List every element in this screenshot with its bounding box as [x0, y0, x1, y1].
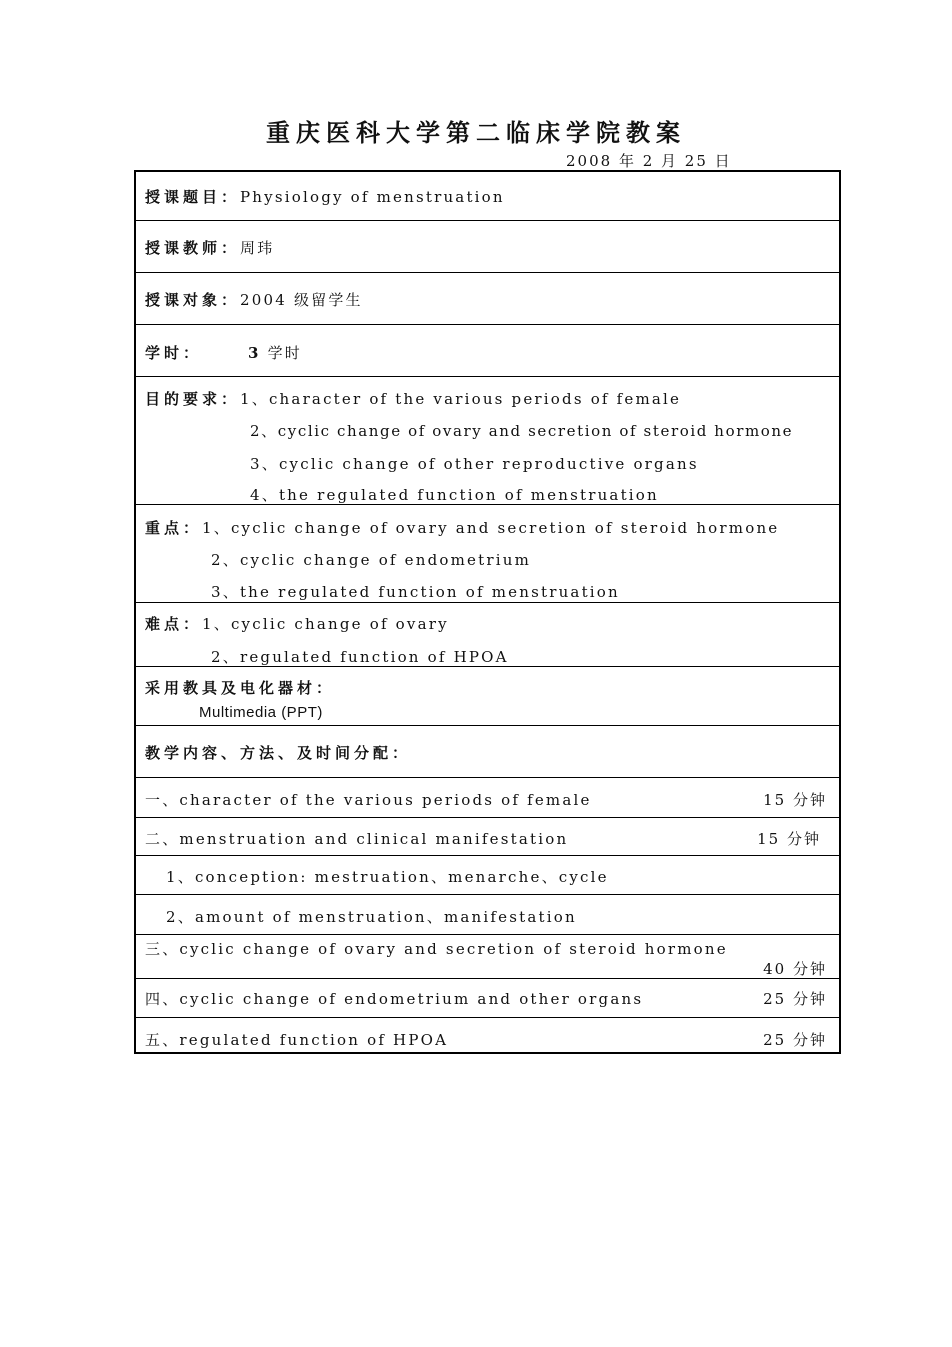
schedule-minutes: 15 分钟 [763, 791, 827, 809]
schedule-row [136, 777, 839, 817]
document-title: 重庆医科大学第二临床学院教案 [266, 118, 686, 147]
schedule-header-row [136, 725, 839, 777]
difficulty-item: 2、regulated function of HPOA [211, 648, 509, 666]
teacher-label: 授课教师： [145, 239, 241, 257]
objective-item: 2、cyclic change of ovary and secretion of steroid hormone [250, 422, 794, 440]
schedule-row [136, 934, 839, 978]
audience-value: 2004 级留学生 [240, 291, 363, 309]
topic-row [136, 172, 839, 220]
schedule-item: 五、regulated function of HPOA [145, 1031, 449, 1049]
schedule-row [136, 855, 839, 894]
schedule-item: 三、cyclic change of ovary and secretion of steroid hormone [145, 940, 728, 958]
objective-item: 3、cyclic change of other reproductive organs [250, 455, 699, 473]
schedule-row [136, 894, 839, 934]
objectives-label: 目的要求： [145, 390, 241, 408]
schedule-row [136, 1017, 839, 1054]
hours-label: 学时： [145, 344, 203, 362]
schedule-minutes: 25 分钟 [763, 990, 827, 1008]
objective-item: 1、character of the various periods of female [240, 390, 682, 408]
equipment-row [136, 666, 839, 725]
schedule-item: 2、amount of menstruation、manifestation [166, 908, 577, 926]
objective-item: 4、the regulated function of menstruation [250, 486, 659, 504]
schedule-row [136, 817, 839, 855]
schedule-row [136, 978, 839, 1017]
schedule-item: 二、menstruation and clinical manifestation [145, 830, 569, 848]
difficulties-row [136, 602, 839, 666]
objectives-row [136, 376, 839, 504]
schedule-minutes: 25 分钟 [763, 1031, 827, 1049]
lesson-plan-table [134, 170, 841, 1054]
difficulties-label: 难点： [145, 615, 203, 633]
audience-row [136, 272, 839, 324]
teacher-row [136, 220, 839, 272]
topic-value: Physiology of menstruation [240, 188, 505, 206]
key-point-item: 1、cyclic change of ovary and secretion of steroid hormone [202, 519, 780, 537]
schedule-item: 四、cyclic change of endometrium and other organs [145, 990, 644, 1008]
schedule-minutes: 15 分钟 [757, 830, 821, 848]
topic-label: 授课题目： [145, 188, 241, 206]
difficulty-item: 1、cyclic change of ovary [202, 615, 449, 633]
schedule-minutes: 40 分钟 [763, 960, 827, 978]
hours-number: 3 [248, 344, 261, 362]
schedule-label: 教学内容、方法、及时间分配： [145, 744, 412, 762]
document-date: 2008 年 2 月 25 日 [566, 152, 732, 170]
key-point-item: 2、cyclic change of endometrium [211, 551, 531, 569]
equipment-value: Multimedia (PPT) [199, 704, 323, 721]
key-points-label: 重点： [145, 519, 203, 537]
hours-row [136, 324, 839, 376]
equipment-label: 采用教具及电化器材： [145, 679, 336, 697]
schedule-item: 一、character of the various periods of female [145, 791, 592, 809]
audience-label: 授课对象： [145, 291, 241, 309]
hours-unit: 学时 [267, 344, 303, 362]
schedule-item: 1、conception: mestruation、menarche、cycle [166, 868, 609, 886]
key-point-item: 3、the regulated function of menstruation [211, 583, 620, 601]
key-points-row [136, 504, 839, 602]
teacher-value: 周玮 [240, 239, 275, 257]
